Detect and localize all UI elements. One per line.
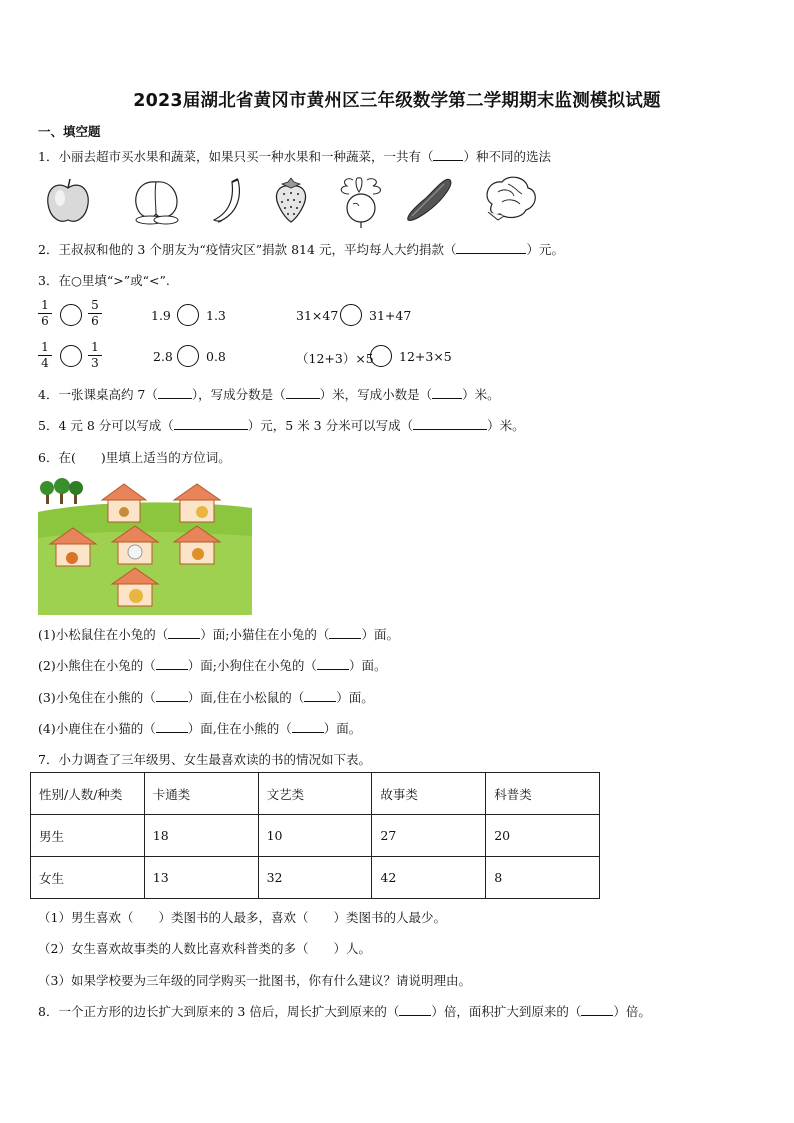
section-heading: 一、填空题 [38, 124, 101, 139]
question-2-text-end: ）元。 [526, 242, 564, 257]
question-2 [38, 240, 564, 258]
question-2-text: 2．王叔叔和他的 3 个朋友为“疫情灾区”捐款 814 元，平均每人大约捐款（ [38, 242, 457, 257]
radish-icon [333, 174, 389, 228]
question-6-text: 6．在( )里填上适当的方位词。 [38, 450, 231, 465]
compare-value: 2.8 [153, 349, 173, 364]
question-7-part-3: （3）如果学校要为三年级的同学购买一批图书，你有什么建议？请说明理由。 [38, 973, 471, 988]
answer-blank[interactable] [413, 417, 487, 430]
question-6-part-2: (2)小熊住在小兔的（ ）面;小狗住在小兔的（ ）面。 [38, 658, 387, 673]
question-6-part-3: (3)小兔住在小熊的（ ）面,住在小松鼠的（ ）面。 [38, 690, 374, 705]
question-1-text: 1．小丽去超市买水果和蔬菜，如果只买一种水果和一种蔬菜，一共有（ [38, 149, 434, 164]
question-6-part-1: (1)小松鼠住在小兔的（ ）面;小猫住在小兔的（ ）面。 [38, 627, 399, 642]
table-cell: 32 [258, 857, 372, 899]
page-title: 2023届湖北省黄冈市黄州区三年级数学第二学期期末监测模拟试题 [133, 91, 661, 111]
compare-value: 31+47 [369, 308, 412, 323]
table-header-cell: 故事类 [372, 773, 486, 815]
table-cell: 男生 [31, 815, 145, 857]
compare-value: 12+3×5 [399, 349, 452, 364]
table-header-cell: 文艺类 [258, 773, 372, 815]
answer-blank[interactable] [156, 720, 188, 733]
compare-value: （12+3）×5 [296, 351, 374, 366]
fraction: $\frac{1}{6}$ [38, 299, 52, 328]
table-row [31, 857, 600, 899]
table-header-cell: 卡通类 [144, 773, 258, 815]
question-5: 5．4 元 8 分可以写成（ ）元，5 米 3 分米可以写成（ ）米。 [38, 418, 525, 433]
answer-blank[interactable] [168, 626, 200, 639]
answer-blank[interactable] [581, 1003, 613, 1016]
question-6-part-4: (4)小鹿住在小猫的（ ）面,住在小熊的（ ）面。 [38, 721, 362, 736]
compare-circle[interactable] [370, 345, 392, 367]
survey-table [30, 772, 600, 899]
answer-blank[interactable] [174, 417, 248, 430]
table-cell: 女生 [31, 857, 145, 899]
question-7-part-2: （2）女生喜欢故事类的人数比喜欢科普类的多（ ）人。 [38, 941, 371, 956]
animal-houses-picture [38, 478, 252, 615]
answer-blank[interactable] [432, 386, 462, 399]
compare-value: 0.8 [206, 349, 226, 364]
compare-circle[interactable] [177, 304, 199, 326]
answer-blank[interactable] [304, 689, 336, 702]
fraction: $\frac{5}{6}$ [88, 299, 102, 328]
answer-blank[interactable] [158, 386, 192, 399]
question-3-text: 3．在○里填“>”或“<”. [38, 273, 170, 288]
banana-icon [208, 176, 248, 226]
compare-circle[interactable] [60, 304, 82, 326]
answer-blank[interactable] [286, 386, 320, 399]
cucumber-icon [404, 176, 456, 224]
tree-icon [40, 478, 83, 504]
table-cell: 20 [486, 815, 600, 857]
answer-blank[interactable] [156, 657, 188, 670]
answer-blank[interactable] [433, 148, 463, 161]
fraction: $\frac{1}{4}$ [38, 341, 52, 370]
question-8: 8．一个正方形的边长扩大到原来的 3 倍后，周长扩大到原来的（ ）倍，面积扩大到原来的（ ）倍。 [38, 1004, 651, 1019]
question-7-text: 7．小力调查了三年级男、女生最喜欢读的书的情况如下表。 [38, 752, 371, 767]
answer-blank[interactable] [329, 626, 361, 639]
table-cell: 42 [372, 857, 486, 899]
compare-circle[interactable] [60, 345, 82, 367]
compare-circle[interactable] [177, 345, 199, 367]
compare-value: 31×47 [296, 308, 339, 323]
table-cell: 13 [144, 857, 258, 899]
table-header-cell: 性别/人数/种类 [31, 773, 145, 815]
apple-icon [42, 176, 94, 226]
answer-blank[interactable] [156, 689, 188, 702]
compare-value: 1.3 [206, 308, 226, 323]
compare-circle[interactable] [340, 304, 362, 326]
table-cell: 10 [258, 815, 372, 857]
table-header-cell: 科普类 [486, 773, 600, 815]
compare-value: 1.9 [151, 308, 171, 323]
table-cell: 18 [144, 815, 258, 857]
question-1 [38, 147, 551, 165]
answer-blank[interactable] [399, 1003, 431, 1016]
table-cell: 8 [486, 857, 600, 899]
table-row [31, 815, 600, 857]
question-4: 4．一张课桌高约 7（ ），写成分数是（ ）米，写成小数是（ ）米。 [38, 387, 500, 402]
peach-icon [128, 174, 184, 226]
cabbage-icon [478, 174, 540, 226]
table-cell: 27 [372, 815, 486, 857]
table-header-row [31, 773, 600, 815]
answer-blank[interactable] [456, 241, 526, 254]
question-1-text-end: ）种不同的选法 [463, 149, 551, 164]
strawberry-icon [270, 176, 312, 224]
answer-blank[interactable] [317, 657, 349, 670]
question-7-part-1: （1）男生喜欢（ ）类图书的人最多，喜欢（ ）类图书的人最少。 [38, 910, 446, 925]
answer-blank[interactable] [292, 720, 324, 733]
fraction: $\frac{1}{3}$ [88, 341, 102, 370]
